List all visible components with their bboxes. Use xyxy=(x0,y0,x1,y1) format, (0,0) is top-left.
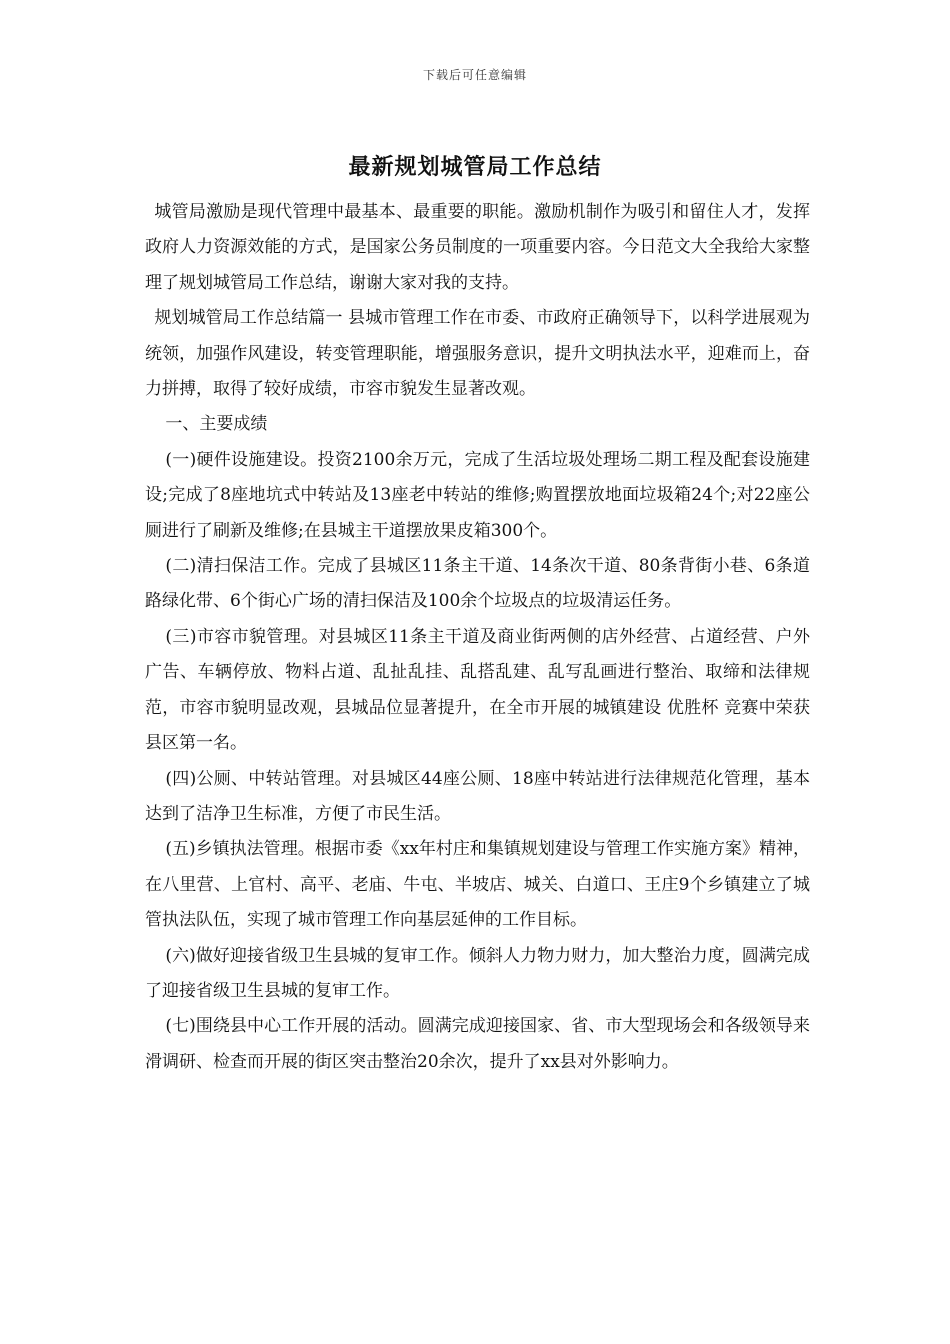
document-body xyxy=(145,195,810,1080)
paragraph-intro: 城管局激励是现代管理中最基本、最重要的职能。激励机制作为吸引和留住人才，发挥政府人力资源效能的方式，是国家公务员制度的一项重要内容。今日范文大全我给大家整理了规划城管局工作总结，谢谢大家对我的支持。 xyxy=(145,202,810,293)
section-heading-achievements: 一、主要成绩 xyxy=(165,414,268,435)
header-note: 下载后可任意编辑 xyxy=(422,68,527,82)
paragraph-summary-part1: 规划城管局工作总结篇一 县城市管理工作在市委、市政府正确领导下，以科学进展观为统领，加强作风建设，转变管理职能，增强服务意识，提升文明执法水平，迎难而上，奋力拼搏，取得了较好成绩，市容市貌发生显著改观。 xyxy=(145,308,810,400)
paragraph-item-6: (六)做好迎接省级卫生县城的复审工作。倾斜人力物力财力，加大整治力度，圆满完成了迎接省级卫生县城的复审工作。 xyxy=(145,945,810,1001)
document-title: 最新规划城管局工作总结 xyxy=(348,154,602,180)
paragraph-item-7: (七)围绕县中心工作开展的活动。圆满完成迎接国家、省、市大型现场会和各级领导来滑调研、检查而开展的街区突击整治20余次，提升了xx县对外影响力。 xyxy=(145,1016,810,1072)
paragraph-item-1: (一)硬件设施建设。投资2100余万元，完成了生活垃圾处理场二期工程及配套设施建设;完成了8座地坑式中转站及13座老中转站的维修;购置摆放地面垃圾箱24个;对22座公厕进行了刷新及维修;在县城主干道摆放果皮箱300个。 xyxy=(145,449,810,541)
paragraph-item-2: (二)清扫保洁工作。完成了县城区11条主干道、14条次干道、80条背街小巷、6条道路绿化带、6个街心广场的清扫保洁及100余个垃圾点的垃圾清运任务。 xyxy=(145,556,810,612)
paragraph-item-4: (四)公厕、中转站管理。对县城区44座公厕、18座中转站进行法律规范化管理，基本达到了洁净卫生标准，方便了市民生活。 xyxy=(145,768,810,824)
paragraph-item-3: (三)市容市貌管理。对县城区11条主干道及商业街两侧的店外经营、占道经营、户外广告、车辆停放、物料占道、乱扯乱挂、乱搭乱建、乱写乱画进行整治、取缔和法律规范，市容市貌明显改观，县城品位显著提升，在全市开展的城镇建设 优胜杯 竞赛中荣获县区第一名。 xyxy=(145,626,810,754)
paragraph-item-5: (五)乡镇执法管理。根据市委《xx年村庄和集镇规划建设与管理工作实施方案》精神，在八里营、上官村、高平、老庙、牛屯、半坡店、城关、白道口、王庄9个乡镇建立了城管执法队伍，实现了城市管理工作向基层延伸的工作目标。 xyxy=(145,839,810,931)
